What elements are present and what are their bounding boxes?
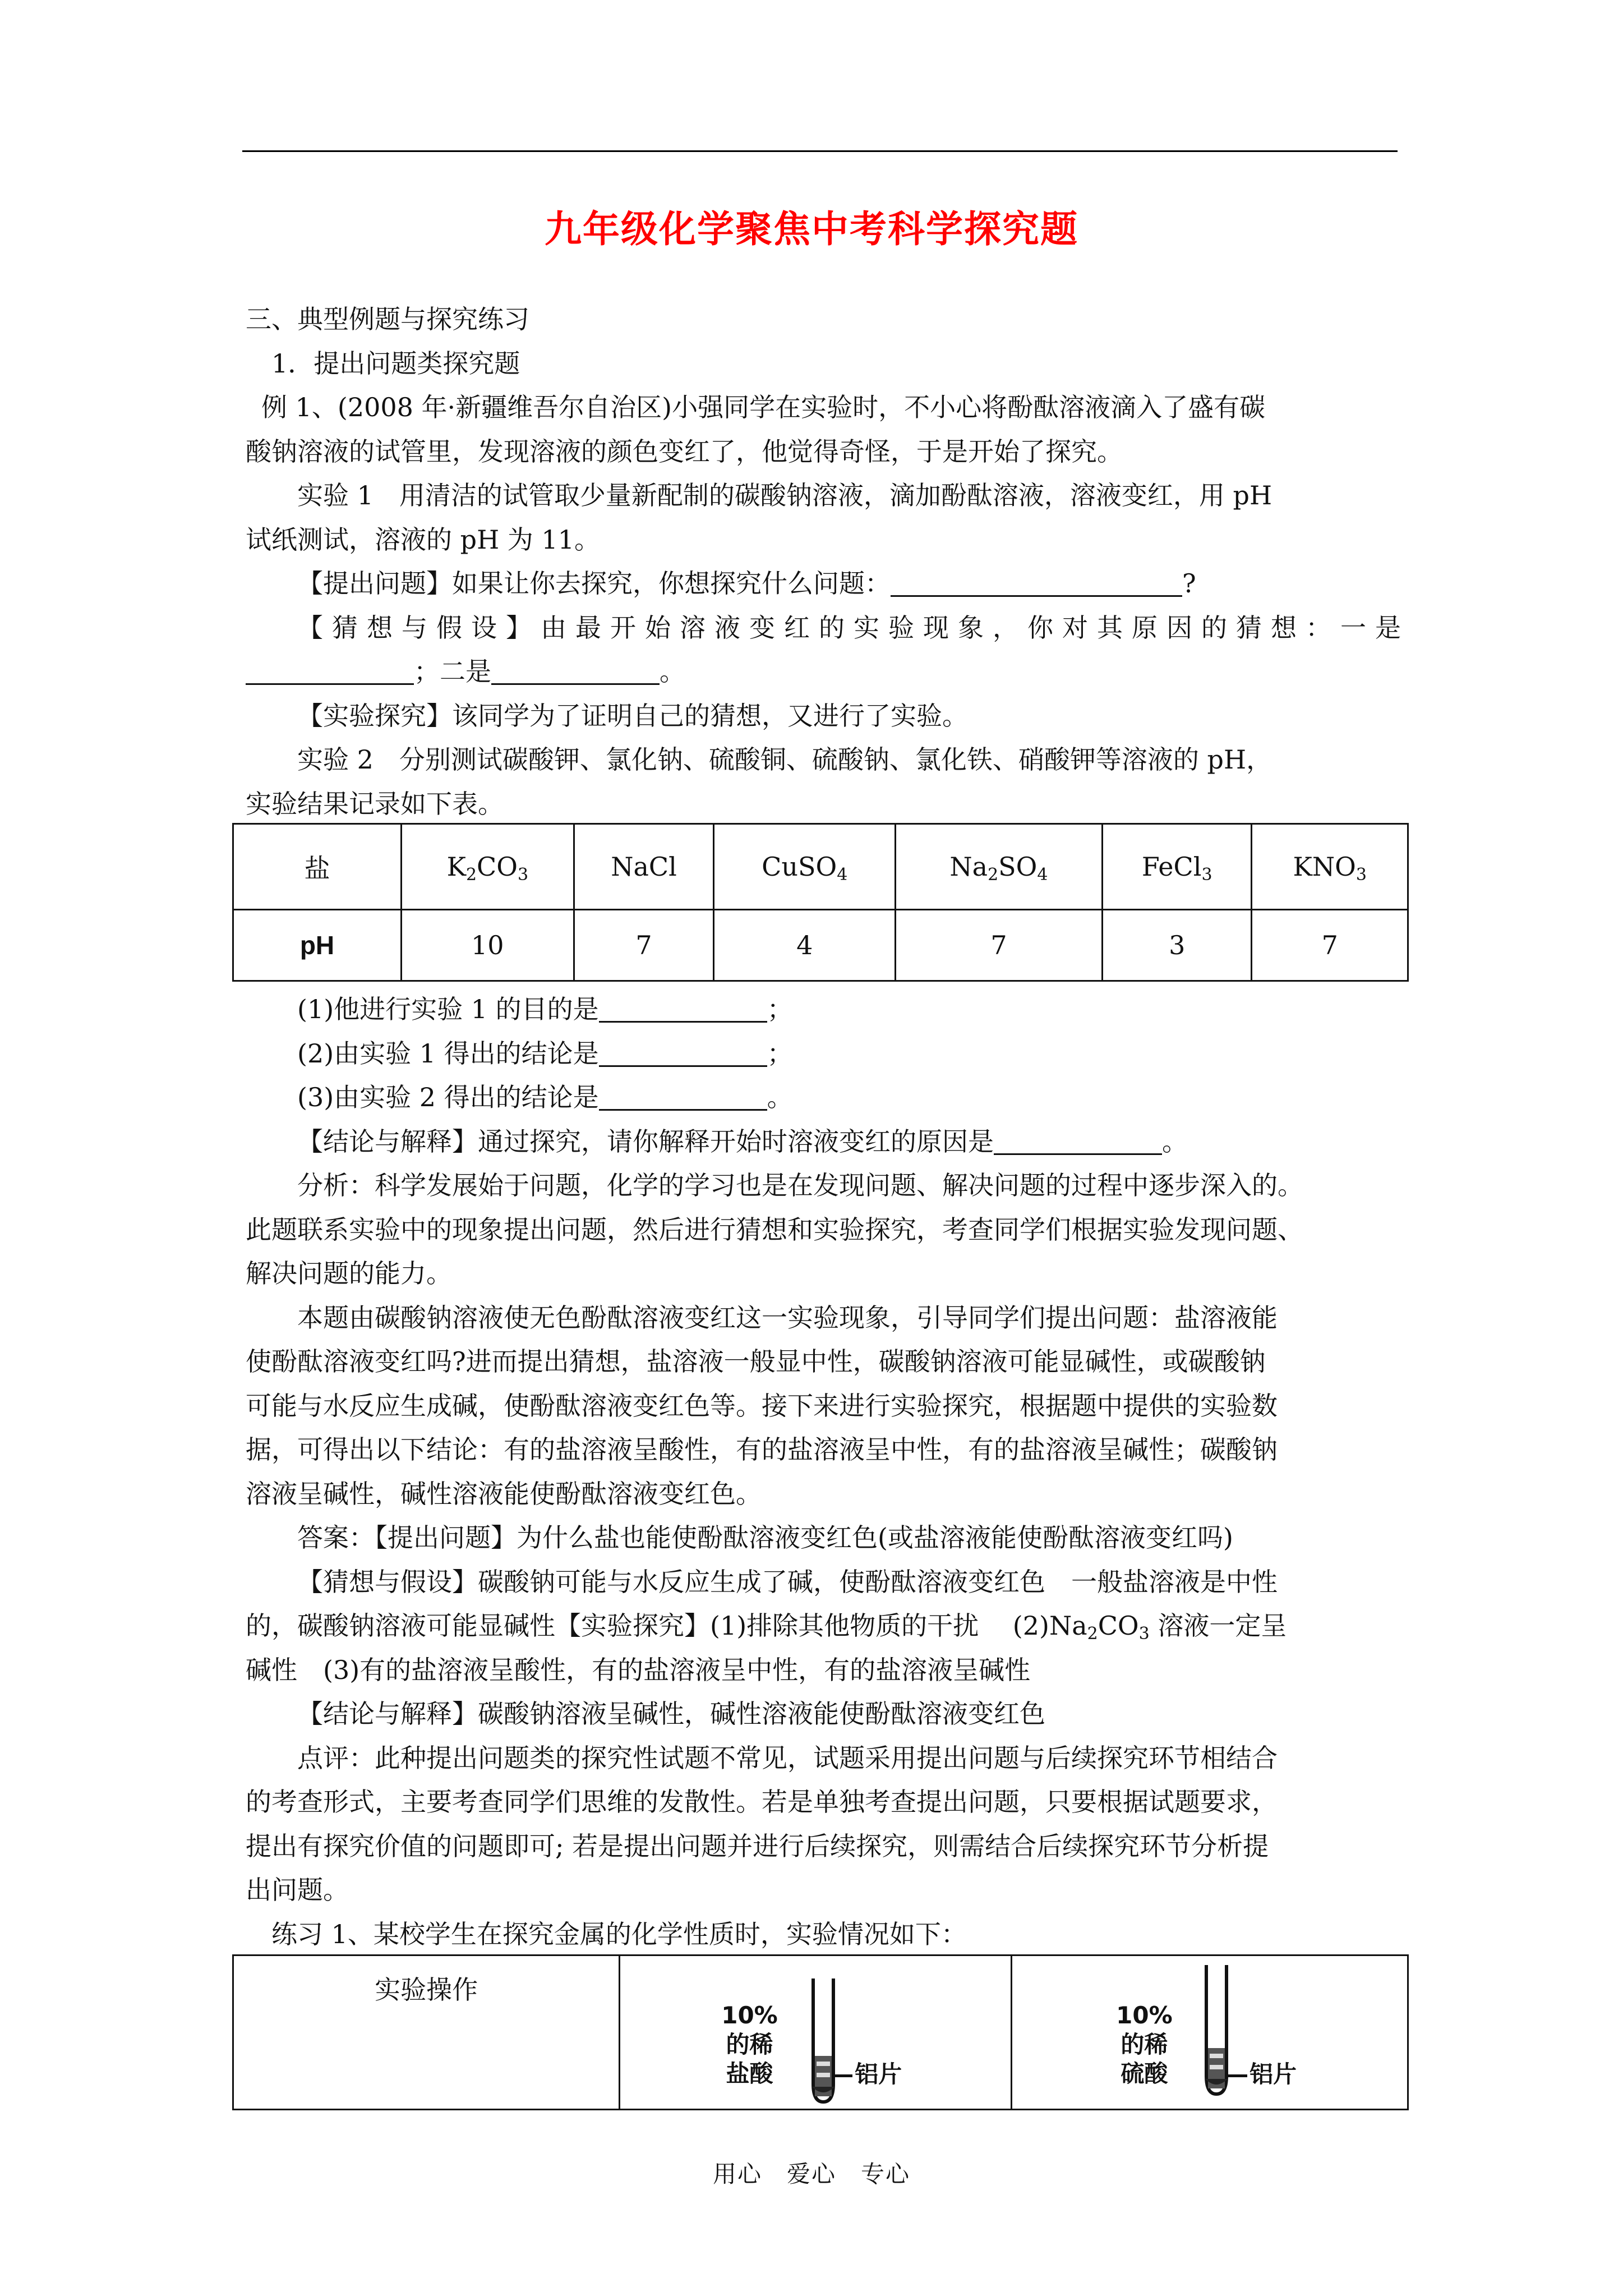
ph-value: 7 — [574, 910, 714, 981]
tube-label-line: 的稀 — [726, 2031, 773, 2058]
body-line-3: 可能与水反应生成碱，使酚酞溶液变红色等。接下来进行实验探究，根据题中提供的实验数 — [246, 1390, 1278, 1421]
answer-blank[interactable] — [599, 1083, 767, 1111]
question-3 — [246, 1075, 1401, 1120]
answer-blank[interactable] — [491, 657, 660, 685]
answer-blank[interactable] — [599, 995, 767, 1023]
table-row — [233, 910, 1408, 981]
body-line-1: 本题由碳酸钠溶液使无色酚酞溶液变红这一实验现象，引导同学们提出问题：盐溶液能 — [297, 1302, 1278, 1333]
metal-label-text: 铝片 — [855, 2060, 902, 2088]
ph-value: 7 — [895, 910, 1102, 981]
tube-label-line: 10% — [1116, 2001, 1173, 2029]
conclusion-question-end: 。 — [1162, 1126, 1188, 1157]
tube-figure-h2so4 — [1012, 1956, 1407, 2109]
hypothesis-line-2 — [246, 650, 1401, 694]
ph-value: 4 — [714, 910, 895, 981]
conclusion-question-text: 【结论与解释】通过探究，请你解释开始时溶液变红的原因是 — [297, 1126, 994, 1157]
question-2-text: (2)由实验 1 得出的结论是 — [297, 1038, 599, 1069]
tube-cell-hcl — [620, 1955, 1012, 2110]
metal-label-hcl — [833, 2056, 902, 2090]
body-line-5: 溶液呈碱性，碱性溶液能使酚酞溶液变红色。 — [246, 1478, 762, 1509]
example-1-line-1: 例 1、(2008 年·新疆维吾尔自治区)小强同学在实验时，不小心将酚酞溶液滴入了盛有碳 — [261, 392, 1266, 422]
document-body-continued — [246, 987, 1401, 1956]
example-1-line-2: 酸钠溶液的试管里，发现溶液的颜色变红了，他觉得奇怪，于是开始了探究。 — [246, 436, 1123, 467]
page-footer: 用心 爱心 专心 — [712, 2160, 910, 2188]
answer-line-3-c: 溶液一定呈 — [1149, 1611, 1287, 1641]
experiment-2-line-1: 实验 2 分别测试碳酸钾、氯化钠、硫酸铜、硫酸钠、氯化铁、硝酸钾等溶液的 pH， — [297, 744, 1272, 775]
ph-value: 10 — [402, 910, 574, 981]
comment-line-3: 提出有探究价值的问题即可; 若是提出问题并进行后续探究，则需结合后续探究环节分析提 — [246, 1830, 1269, 1861]
question-1-end: ； — [767, 994, 793, 1024]
tube-figure-hcl — [620, 1956, 1011, 2109]
answer-line-5: 【结论与解释】碳酸钠溶液呈碱性，碱性溶液能使酚酞溶液变红色 — [297, 1699, 1045, 1729]
experiment-op-header: 实验操作 — [233, 1955, 620, 2110]
ask-question-line — [246, 562, 1401, 606]
analysis-line-2: 此题联系实验中的现象提出问题，然后进行猜想和实验探究，考查同学们根据实验发现问题、 — [246, 1214, 1303, 1245]
answer-line-3-b: CO — [1098, 1611, 1139, 1641]
analysis-line-1: 分析：科学发展始于问题，化学的学习也是在发现问题、解决问题的过程中逐步深入的。 — [297, 1170, 1303, 1200]
document-body — [246, 297, 1401, 826]
hypothesis-end: 。 — [660, 656, 685, 687]
table-row — [233, 824, 1408, 910]
table-header-salt: 盐 — [233, 824, 402, 910]
explore-line: 【实验探究】该同学为了证明自己的猜想，又进行了实验。 — [297, 700, 968, 731]
question-2 — [246, 1032, 1401, 1076]
table-row — [233, 1955, 1408, 2110]
answer-line-1: 答案：【提出问题】为什么盐也能使酚酞溶液变红色(或盐溶液能使酚酞溶液变红吗) — [297, 1522, 1233, 1553]
analysis-line-3: 解决问题的能力。 — [246, 1258, 452, 1289]
answer-line-4: 碱性 (3)有的盐溶液呈酸性，有的盐溶液呈中性，有的盐溶液呈碱性 — [246, 1654, 1031, 1685]
metal-label-text: 铝片 — [1249, 2060, 1297, 2088]
salt-k2co3: $K_2CO_3$ — [402, 824, 574, 910]
tube-label-line: 10% — [721, 2001, 778, 2029]
experiment-2-line-2: 实验结果记录如下表。 — [246, 788, 504, 819]
ask-question-text: 【提出问题】如果让你去探究，你想探究什么问题： — [297, 568, 891, 599]
question-2-end: ； — [767, 1038, 793, 1069]
ask-question-end: ? — [1182, 568, 1196, 599]
section-heading: 三、典型例题与探究练习 — [246, 304, 529, 334]
answer-blank[interactable] — [246, 657, 414, 685]
ph-value: 7 — [1252, 910, 1408, 981]
hypothesis-line-1: 【猜想与假设】由最开始溶液变红的实验现象，你对其原因的猜想：一是 — [297, 612, 1401, 643]
tube-cell-h2so4 — [1012, 1955, 1408, 2110]
tube-label-h2so4 — [1116, 2001, 1173, 2088]
answer-line-3-a: 的，碳酸钠溶液可能显碱性【实验探究】(1)排除其他物质的干扰 (2)Na — [246, 1611, 1087, 1641]
table-header-ph: pH — [233, 910, 402, 981]
subsection-heading: 1．提出问题类探究题 — [271, 348, 520, 379]
salt-kno3: $KNO_3$ — [1252, 824, 1408, 910]
tube-label-hcl — [721, 2001, 778, 2088]
experiment-1-line-1: 实验 1 用清洁的试管取少量新配制的碳酸钠溶液，滴加酚酞溶液，溶液变红，用 pH — [297, 480, 1272, 510]
tube-label-line: 盐酸 — [726, 2060, 773, 2087]
salt-nacl: NaCl — [574, 824, 714, 910]
salt-na2so4: $Na_2SO_4$ — [895, 824, 1102, 910]
salt-fecl3: FeCl$_3$ — [1102, 824, 1252, 910]
tube-label-line: 的稀 — [1121, 2031, 1168, 2058]
body-line-4: 据，可得出以下结论：有的盐溶液呈酸性，有的盐溶液呈中性，有的盐溶液呈碱性；碳酸钠 — [246, 1434, 1278, 1465]
comment-line-1: 点评：此种提出问题类的探究性试题不常见，试题采用提出问题与后续探究环节相结合 — [297, 1742, 1278, 1773]
question-1 — [246, 987, 1401, 1032]
answer-line-3: 的，碳酸钠溶液可能显碱性【实验探究】(1)排除其他物质的干扰 $(2)Na_2CO_3$ 溶液一定呈 — [246, 1611, 1287, 1644]
practice-1-line: 练习 1、某校学生在探究金属的化学性质时，实验情况如下： — [271, 1918, 967, 1949]
header-rule — [242, 150, 1398, 152]
question-1-text: (1)他进行实验 1 的目的是 — [297, 994, 599, 1024]
body-line-2: 使酚酞溶液变红吗?进而提出猜想，盐溶液一般显中性，碳酸钠溶液可能显碱性，或碳酸钠 — [246, 1346, 1266, 1377]
ph-value: 3 — [1102, 910, 1252, 981]
hypothesis-separator: ；二是 — [414, 656, 491, 687]
question-3-end: 。 — [767, 1082, 793, 1112]
ph-table — [232, 823, 1409, 982]
metal-label-h2so4 — [1228, 2056, 1297, 2090]
page-title: 九年级化学聚焦中考科学探究题 — [545, 207, 1078, 251]
answer-blank[interactable] — [599, 1039, 767, 1067]
conclusion-question — [246, 1120, 1401, 1164]
tube-label-line: 硫酸 — [1121, 2060, 1168, 2087]
answer-blank[interactable] — [891, 569, 1182, 597]
experiment-1-line-2: 试纸测试，溶液的 pH 为 11。 — [246, 524, 600, 555]
question-3-text: (3)由实验 2 得出的结论是 — [297, 1082, 599, 1112]
comment-line-4: 出问题。 — [246, 1875, 349, 1905]
salt-cuso4: CuSO$_4$ — [714, 824, 895, 910]
comment-line-2: 的考查形式，主要考查同学们思维的发散性。若是单独考查提出问题，只要根据试题要求， — [246, 1787, 1278, 1817]
answer-line-2: 【猜想与假设】碳酸钠可能与水反应生成了碱，使酚酞溶液变红色 一般盐溶液是中性 — [297, 1566, 1278, 1597]
experiment-table — [232, 1954, 1409, 2110]
answer-blank[interactable] — [994, 1128, 1162, 1155]
